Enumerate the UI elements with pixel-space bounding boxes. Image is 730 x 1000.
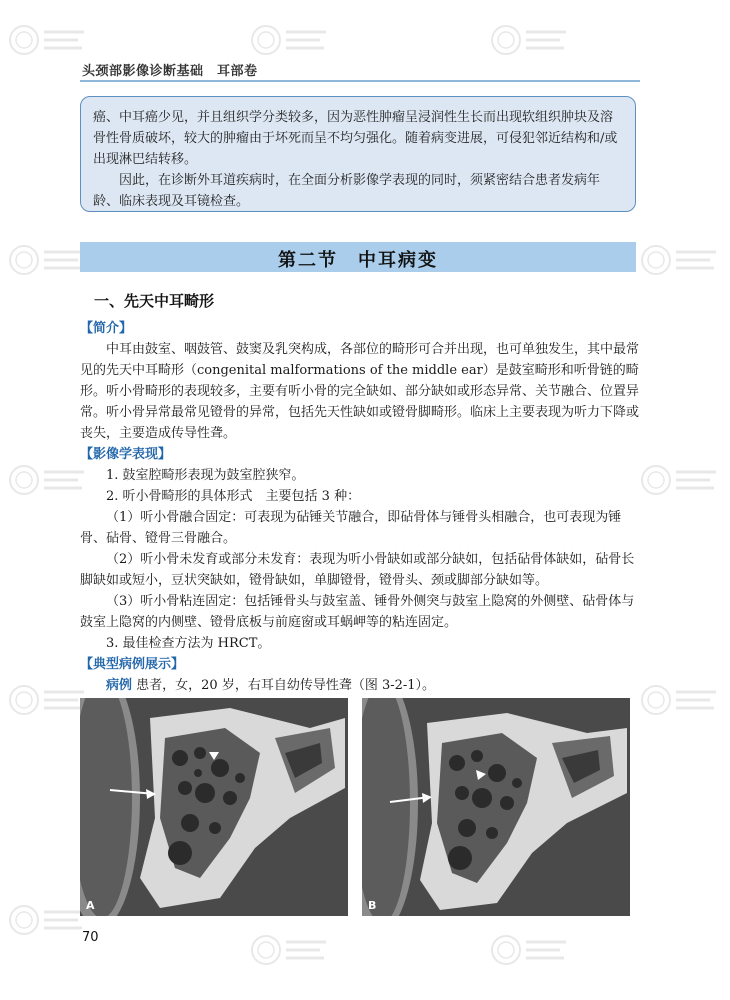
case-line [80,675,640,696]
watermark-stamp [8,240,88,284]
page-number: 70 [82,930,99,945]
heading-congenital-malformation: 一、先天中耳畸形 [94,292,215,310]
section-band [80,242,636,272]
running-title: 头颈部影像诊断基础 耳部卷 [82,64,258,79]
ct-image-a [80,698,348,916]
watermark-stamp [640,240,720,284]
summary-paragraph-2: 因此，在诊断外耳道疾病时，在全面分析影像学表现的同时，须紧密结合患者发病年龄、临床表现及耳镜检查。 [93,173,601,209]
intro-text: 中耳由鼓室、咽鼓管、鼓窦及乳突构成，各部位的畸形可合并出现，也可单独发生，其中最常见的先天中耳畸形（congenital malformations of the middle ear）是鼓室畸形和听骨链的畸形。听小骨畸形的表现较多，主要有听小骨的完全缺如、部分缺如或形态异常、关节融合、位置异常。听小骨异常最常见镫骨的异常，包括先天性缺如或镫骨脚畸形。临床上主要表现为听力下降或丧失，主要造成传导性聋。 [80,342,640,441]
section-title: 第二节 中耳病变 [278,250,438,271]
summary-box [80,96,636,212]
watermark-stamp [8,680,88,724]
watermark-stamp [250,930,330,974]
ct-image-b [362,698,630,916]
imaging-label-line [80,444,640,465]
imaging-item-1: 1. 鼓室腔畸形表现为鼓室腔狭窄。 [106,468,305,483]
case-label: 病例 [106,678,133,693]
watermark-stamp [8,460,88,504]
figure-a-label: A [86,899,95,912]
watermark-stamp [8,900,88,944]
case-section-label: 【典型病例展示】 [80,657,185,672]
summary-paragraph-1: 癌、中耳癌少见，并且组织学分类较多，因为恶性肿瘤呈浸润性生长而出现软组织肿块及溶骨性骨质破坏，较大的肿瘤由于坏死而呈不均匀强化。随着病变进展，可侵犯邻近结构和/或出现淋巴结转移。 [93,110,618,167]
ct-scan-a [80,698,348,916]
watermark-stamp [490,930,570,974]
imaging-sub-1: （1）听小骨融合固定：可表现为砧锤关节融合，即砧骨体与锤骨头相融合，也可表现为锤骨、砧骨、镫骨三骨融合。 [80,510,622,546]
imaging-label: 【影像学表现】 [80,447,172,462]
watermark-stamp [8,20,88,64]
case-text: 患者，女，20 岁，右耳自幼传导性聋（图 3-2-1）。 [136,678,436,693]
case-label-line [80,654,640,675]
imaging-item-3: 3. 最佳检查方法为 HRCT。 [106,636,271,651]
imaging-sub-2: （2）听小骨未发育或部分未发育：表现为听小骨缺如或部分缺如，包括砧骨体缺如，砧骨长脚缺如或短小，豆状突缺如，镫骨缺如，单脚镫骨，镫骨头、颈或脚部分缺如等。 [80,552,635,588]
imaging-item-2: 2. 听小骨畸形的具体形式 主要包括 3 种： [106,489,361,504]
watermark-stamp [640,460,720,504]
watermark-stamp [640,680,720,724]
running-header [80,58,640,82]
ct-scan-b [362,698,630,916]
intro-label-line [80,318,640,339]
imaging-sub-3: （3）听小骨粘连固定：包括锤骨头与鼓室盖、锤骨外侧突与鼓室上隐窝的外侧壁、砧骨体与鼓室上隐窝的内侧壁、镫骨底板与前庭窗或耳蜗岬等的粘连固定。 [80,594,635,630]
intro-label: 【简介】 [80,321,133,336]
figure-b-label: B [368,899,377,912]
